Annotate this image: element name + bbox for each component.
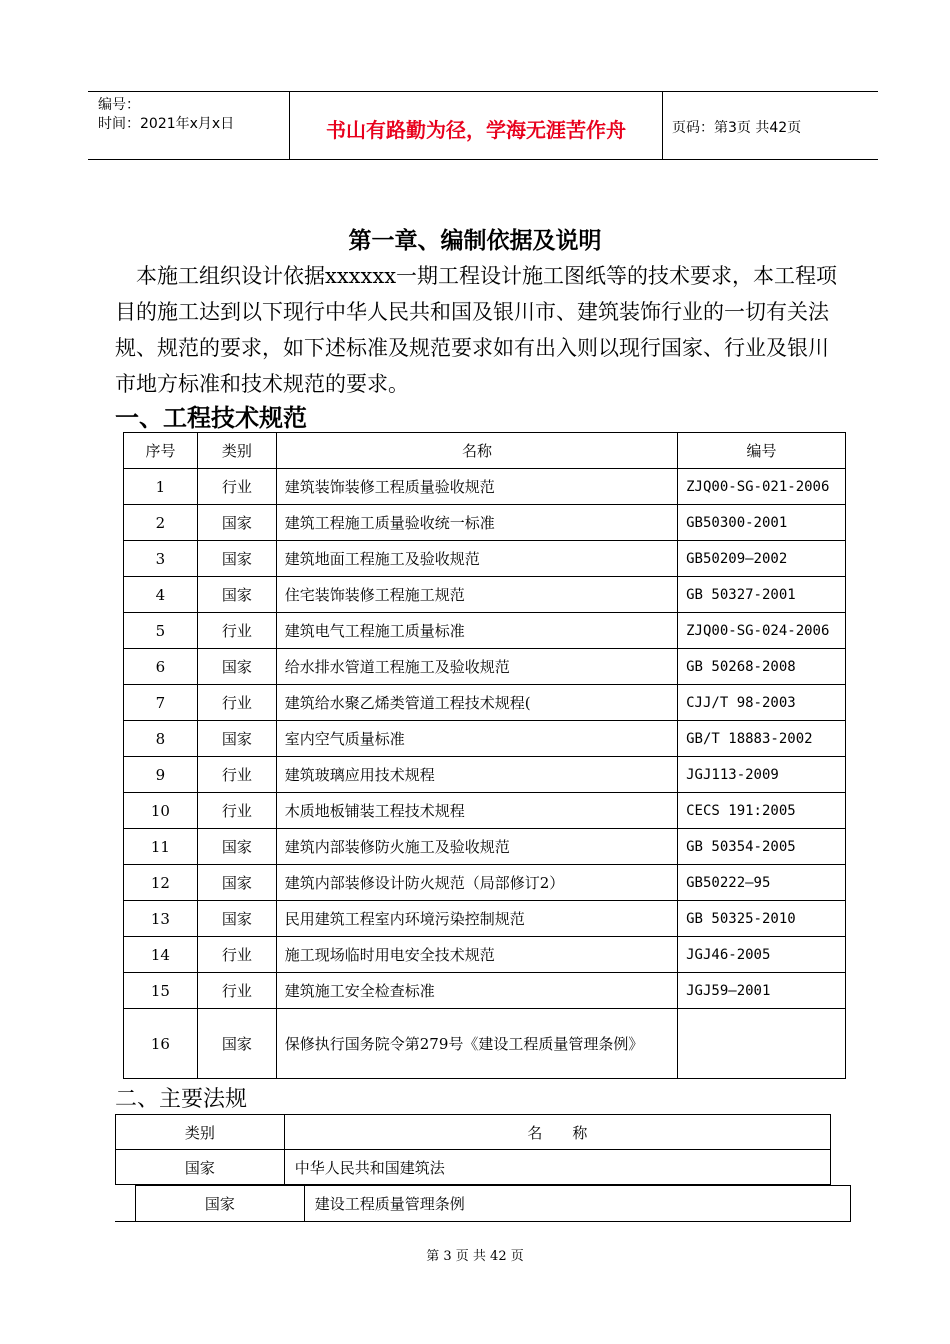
chapter-title: 第一章、编制依据及说明: [348, 227, 602, 254]
row-index: 2: [124, 505, 198, 541]
row-category: 国家: [197, 577, 276, 613]
serial-label: 编号：: [98, 97, 140, 113]
table-row: [124, 577, 846, 613]
page-header: [88, 91, 878, 160]
table-rule: [115, 1184, 135, 1185]
row-index: 1: [124, 469, 198, 505]
row-code: JGJ113-2009: [678, 757, 846, 793]
row-category: 国家: [197, 541, 276, 577]
header-motto-cell: [290, 92, 663, 159]
laws-table-continued: [135, 1185, 851, 1222]
row-code: GB50300-2001: [678, 505, 846, 541]
row-code: GB 50325-2010: [678, 901, 846, 937]
row-category: 行业: [197, 685, 276, 721]
header-page-info: 页码：第3页 共42页: [672, 120, 802, 136]
standards-table: [123, 432, 846, 1079]
row-name: 建筑装饰装修工程质量验收规范: [276, 469, 677, 505]
row-name: 建筑内部装修设计防火规范（局部修订2）: [276, 865, 677, 901]
table-row: [124, 1009, 846, 1079]
row-index: 8: [124, 721, 198, 757]
row-code: JGJ46-2005: [678, 937, 846, 973]
row-category: 国家: [197, 721, 276, 757]
section1-title: 一、工程技术规范: [115, 403, 307, 432]
row-category: 国家: [136, 1186, 305, 1222]
row-index: 3: [124, 541, 198, 577]
row-index: 16: [124, 1009, 198, 1079]
table-row: [124, 937, 846, 973]
table-row: [116, 1150, 831, 1185]
row-category: 行业: [197, 613, 276, 649]
row-index: 13: [124, 901, 198, 937]
row-category: 国家: [197, 901, 276, 937]
row-index: 5: [124, 613, 198, 649]
table-row: [124, 865, 846, 901]
row-name: 建筑施工安全检查标准: [276, 973, 677, 1009]
row-code: CECS 191:2005: [678, 793, 846, 829]
table-row: [124, 721, 846, 757]
table-row: [124, 649, 846, 685]
row-category: 行业: [197, 973, 276, 1009]
row-code: GB 50327-2001: [678, 577, 846, 613]
row-index: 14: [124, 937, 198, 973]
table-row: [124, 829, 846, 865]
row-category: 国家: [197, 865, 276, 901]
row-code: GB50209—2002: [678, 541, 846, 577]
row-index: 4: [124, 577, 198, 613]
row-name: 民用建筑工程室内环境污染控制规范: [276, 901, 677, 937]
row-name: 保修执行国务院令第279号《建设工程质量管理条例》: [276, 1009, 677, 1079]
row-index: 10: [124, 793, 198, 829]
col-header-index: 序号: [124, 433, 198, 469]
intro-paragraph: 本施工组织设计依据xxxxxx一期工程设计施工图纸等的技术要求，本工程项目的施工达到以下现行中华人民共和国及银川市、建筑装饰行业的一切有关法规、规范的要求，如下述标准及规范要求如有出入则以现行国家、行业及银川市地方标准和技术规范的要求。: [115, 264, 838, 396]
row-index: 9: [124, 757, 198, 793]
col-header-name: 名称: [276, 433, 677, 469]
row-index: 12: [124, 865, 198, 901]
row-code: GB 50268-2008: [678, 649, 846, 685]
row-name: 建筑玻璃应用技术规程: [276, 757, 677, 793]
table-row: [124, 901, 846, 937]
col-header-category: 类别: [197, 433, 276, 469]
row-category: 国家: [116, 1150, 285, 1185]
row-code: GB 50354-2005: [678, 829, 846, 865]
row-name: 住宅装饰装修工程施工规范: [276, 577, 677, 613]
row-code: ZJQ00-SG-024-2006: [678, 613, 846, 649]
table-header-row: [116, 1115, 831, 1150]
col-header-category: 类别: [116, 1115, 285, 1150]
table-rule: [115, 1221, 135, 1222]
col-header-name: 名 称: [284, 1115, 830, 1150]
table-row: [124, 541, 846, 577]
row-category: 行业: [197, 469, 276, 505]
section2-title: 二、主要法规: [115, 1087, 248, 1112]
table-row: [124, 685, 846, 721]
row-name: 木质地板铺装工程技术规程: [276, 793, 677, 829]
table-row: [124, 793, 846, 829]
row-name: 中华人民共和国建筑法: [284, 1150, 830, 1185]
row-code: GB50222—95: [678, 865, 846, 901]
table-row: [124, 613, 846, 649]
row-index: 11: [124, 829, 198, 865]
row-category: 国家: [197, 649, 276, 685]
header-page-cell: [663, 92, 878, 159]
row-category: 行业: [197, 793, 276, 829]
col-header-code: 编号: [678, 433, 846, 469]
table-row: [124, 469, 846, 505]
row-name: 建设工程质量管理条例: [304, 1186, 850, 1222]
row-name: 给水排水管道工程施工及验收规范: [276, 649, 677, 685]
row-name: 室内空气质量标准: [276, 721, 677, 757]
row-name: 施工现场临时用电安全技术规范: [276, 937, 677, 973]
row-name: 建筑给水聚乙烯类管道工程技术规程(: [276, 685, 677, 721]
row-code: CJJ/T 98-2003: [678, 685, 846, 721]
row-code: [678, 1009, 846, 1079]
laws-table: [115, 1114, 831, 1185]
row-index: 7: [124, 685, 198, 721]
header-motto: 书山有路勤为径，学海无涯苦作舟: [326, 118, 626, 142]
row-name: 建筑工程施工质量验收统一标准: [276, 505, 677, 541]
row-code: ZJQ00-SG-021-2006: [678, 469, 846, 505]
row-category: 国家: [197, 829, 276, 865]
row-index: 15: [124, 973, 198, 1009]
row-name: 建筑地面工程施工及验收规范: [276, 541, 677, 577]
page-footer: 第 3 页 共 42 页: [426, 1249, 524, 1264]
row-category: 国家: [197, 505, 276, 541]
table-row: [136, 1186, 851, 1222]
row-index: 6: [124, 649, 198, 685]
row-name: 建筑电气工程施工质量标准: [276, 613, 677, 649]
row-name: 建筑内部装修防火施工及验收规范: [276, 829, 677, 865]
table-row: [124, 757, 846, 793]
row-code: JGJ59—2001: [678, 973, 846, 1009]
header-meta: [88, 92, 290, 159]
table-row: [124, 505, 846, 541]
table-header-row: [124, 433, 846, 469]
row-category: 行业: [197, 757, 276, 793]
time-label: 时间：2021年x月x日: [98, 116, 235, 132]
row-category: 行业: [197, 937, 276, 973]
table-row: [124, 973, 846, 1009]
row-code: GB/T 18883-2002: [678, 721, 846, 757]
row-category: 国家: [197, 1009, 276, 1079]
